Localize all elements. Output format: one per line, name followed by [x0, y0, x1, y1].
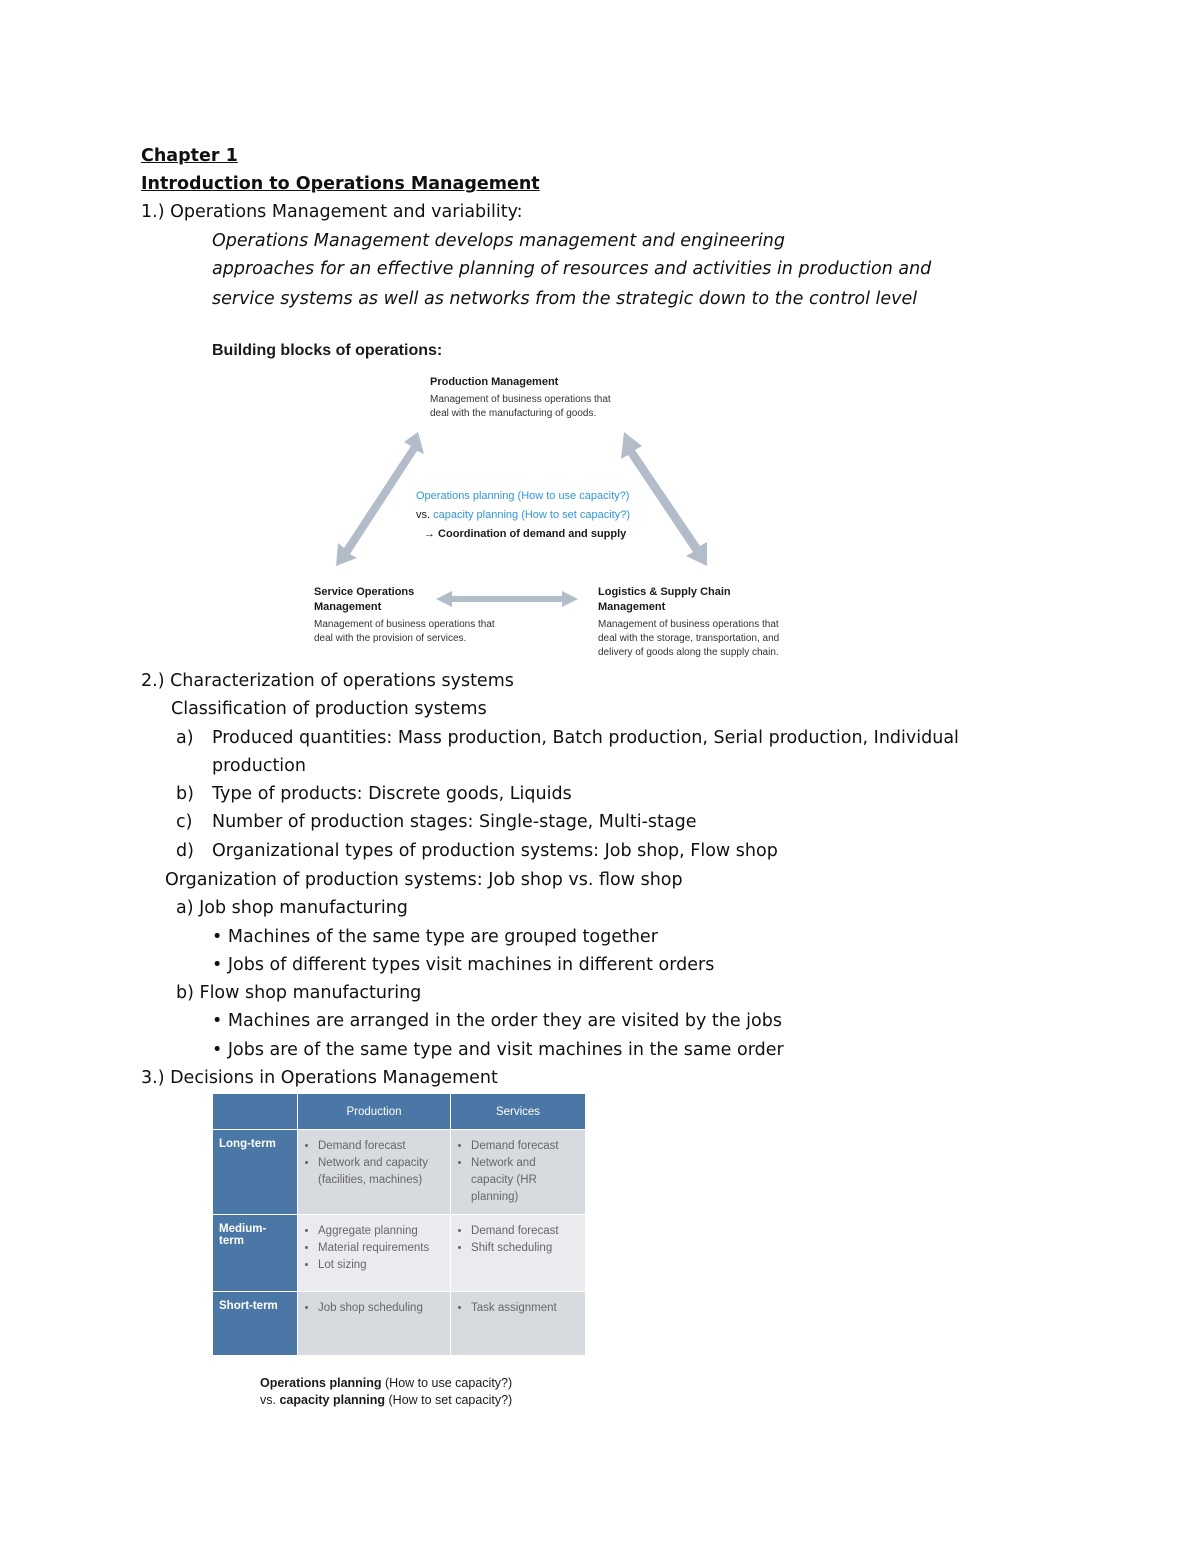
- table-row: [213, 1215, 586, 1292]
- list-marker: c): [176, 812, 193, 832]
- subheading: Organization of production systems: Job shop vs. flow shop: [165, 870, 683, 890]
- subheading: Classification of production systems: [171, 699, 487, 719]
- table-row: [213, 1130, 586, 1215]
- cell-item: • Job shop scheduling: [318, 1300, 444, 1317]
- arrow-right-diagonal: [621, 432, 707, 566]
- service-operations-block: [314, 585, 495, 646]
- planning-center-text: [416, 487, 630, 544]
- bullet-item: • Jobs are of the same type and visit machines in the same order: [212, 1040, 784, 1060]
- flow-shop-heading: b) Flow shop manufacturing: [176, 983, 422, 1003]
- table-corner: [213, 1094, 298, 1130]
- logistics-block: [598, 585, 779, 660]
- cell-item: • Network and capacity (facilities, machines): [318, 1155, 444, 1189]
- definition-line: Operations Management develops management and engineering: [212, 231, 785, 251]
- table-row: [213, 1292, 586, 1356]
- table-cell: [298, 1215, 451, 1292]
- table-cell: [451, 1130, 586, 1215]
- list-item: production: [212, 756, 306, 776]
- row-header: Long-term: [213, 1130, 298, 1215]
- cell-item: • Shift scheduling: [471, 1240, 579, 1257]
- cell-item: • Network and capacity (HR planning): [471, 1155, 579, 1206]
- job-shop-heading: a) Job shop manufacturing: [176, 898, 408, 918]
- list-marker: b): [176, 784, 194, 804]
- caption-operations-planning: Operations planning: [260, 1376, 382, 1390]
- bullet-item: • Machines of the same type are grouped together: [212, 927, 658, 947]
- row-header: Short-term: [213, 1292, 298, 1356]
- coordination-label: → Coordination of demand and supply: [424, 528, 627, 540]
- decisions-table: [212, 1093, 586, 1356]
- table-cell: [298, 1130, 451, 1215]
- table-cell: [451, 1215, 586, 1292]
- table-cell: [451, 1292, 586, 1356]
- vs-label: vs.: [416, 509, 434, 521]
- capacity-planning-label: capacity planning: [433, 509, 519, 521]
- chapter-heading: Chapter 1: [141, 146, 238, 166]
- list-item: Number of production stages: Single-stage, Multi-stage: [212, 812, 697, 832]
- column-header: Production: [298, 1094, 451, 1130]
- list-item: Type of products: Discrete goods, Liquids: [212, 784, 572, 804]
- list-item: Produced quantities: Mass production, Batch production, Serial production, Individual: [212, 728, 959, 748]
- table-caption-line: [260, 1392, 512, 1409]
- caption-vs: vs.: [260, 1393, 280, 1407]
- table-caption-line: [260, 1375, 512, 1392]
- operations-planning-q: (How to use capacity?): [514, 490, 630, 502]
- cell-item: • Demand forecast: [471, 1138, 579, 1155]
- cell-item: • Lot sizing: [318, 1257, 444, 1274]
- capacity-planning-q: (How to set capacity?): [518, 509, 631, 521]
- list-marker: d): [176, 841, 194, 861]
- caption-q2: (How to set capacity?): [385, 1393, 513, 1407]
- block-heading: Production Management: [430, 376, 559, 388]
- cell-item: • Demand forecast: [471, 1223, 579, 1240]
- bullet-item: • Jobs of different types visit machines in different orders: [212, 955, 715, 975]
- cell-item: • Aggregate planning: [318, 1223, 444, 1240]
- block-desc: Management of business operations that: [430, 394, 611, 405]
- block-desc: deal with the provision of services.: [314, 633, 467, 644]
- section-2-heading: 2.) Characterization of operations systems: [141, 671, 514, 691]
- bullet-item: • Machines are arranged in the order they are visited by the jobs: [212, 1011, 782, 1031]
- section-1-heading: 1.) Operations Management and variability:: [141, 202, 523, 222]
- list-marker: a): [176, 728, 194, 748]
- arrow-left-diagonal: [336, 432, 424, 566]
- block-desc: deal with the storage, transportation, and: [598, 633, 780, 644]
- production-management-block: [430, 375, 611, 421]
- block-desc: Management of business operations that: [314, 619, 495, 630]
- cell-item: • Material requirements: [318, 1240, 444, 1257]
- cell-item: • Demand forecast: [318, 1138, 444, 1155]
- block-desc: delivery of goods along the supply chain.: [598, 647, 779, 658]
- caption-q1: (How to use capacity?): [381, 1376, 513, 1390]
- row-header: Medium-term: [213, 1215, 298, 1292]
- section-3-heading: 3.) Decisions in Operations Management: [141, 1068, 498, 1088]
- table-cell: [298, 1292, 451, 1356]
- chapter-title: Introduction to Operations Management: [141, 174, 540, 194]
- block-heading: Service Operations: [314, 586, 415, 598]
- block-desc: Management of business operations that: [598, 619, 779, 630]
- definition-line: service systems as well as networks from the strategic down to the control level: [212, 289, 918, 309]
- block-desc: deal with the manufacturing of goods.: [430, 408, 597, 419]
- column-header: Services: [451, 1094, 586, 1130]
- cell-item: • Task assignment: [471, 1300, 579, 1317]
- caption-capacity-planning: capacity planning: [279, 1393, 386, 1407]
- block-heading: Management: [314, 601, 382, 613]
- block-heading: Management: [598, 601, 666, 613]
- definition-line: approaches for an effective planning of resources and activities in production and: [212, 259, 932, 279]
- diagram-title: Building blocks of operations:: [212, 342, 443, 359]
- block-heading: Logistics & Supply Chain: [598, 586, 731, 598]
- list-item: Organizational types of production systems: Job shop, Flow shop: [212, 841, 778, 861]
- operations-planning-label: Operations planning: [416, 490, 515, 502]
